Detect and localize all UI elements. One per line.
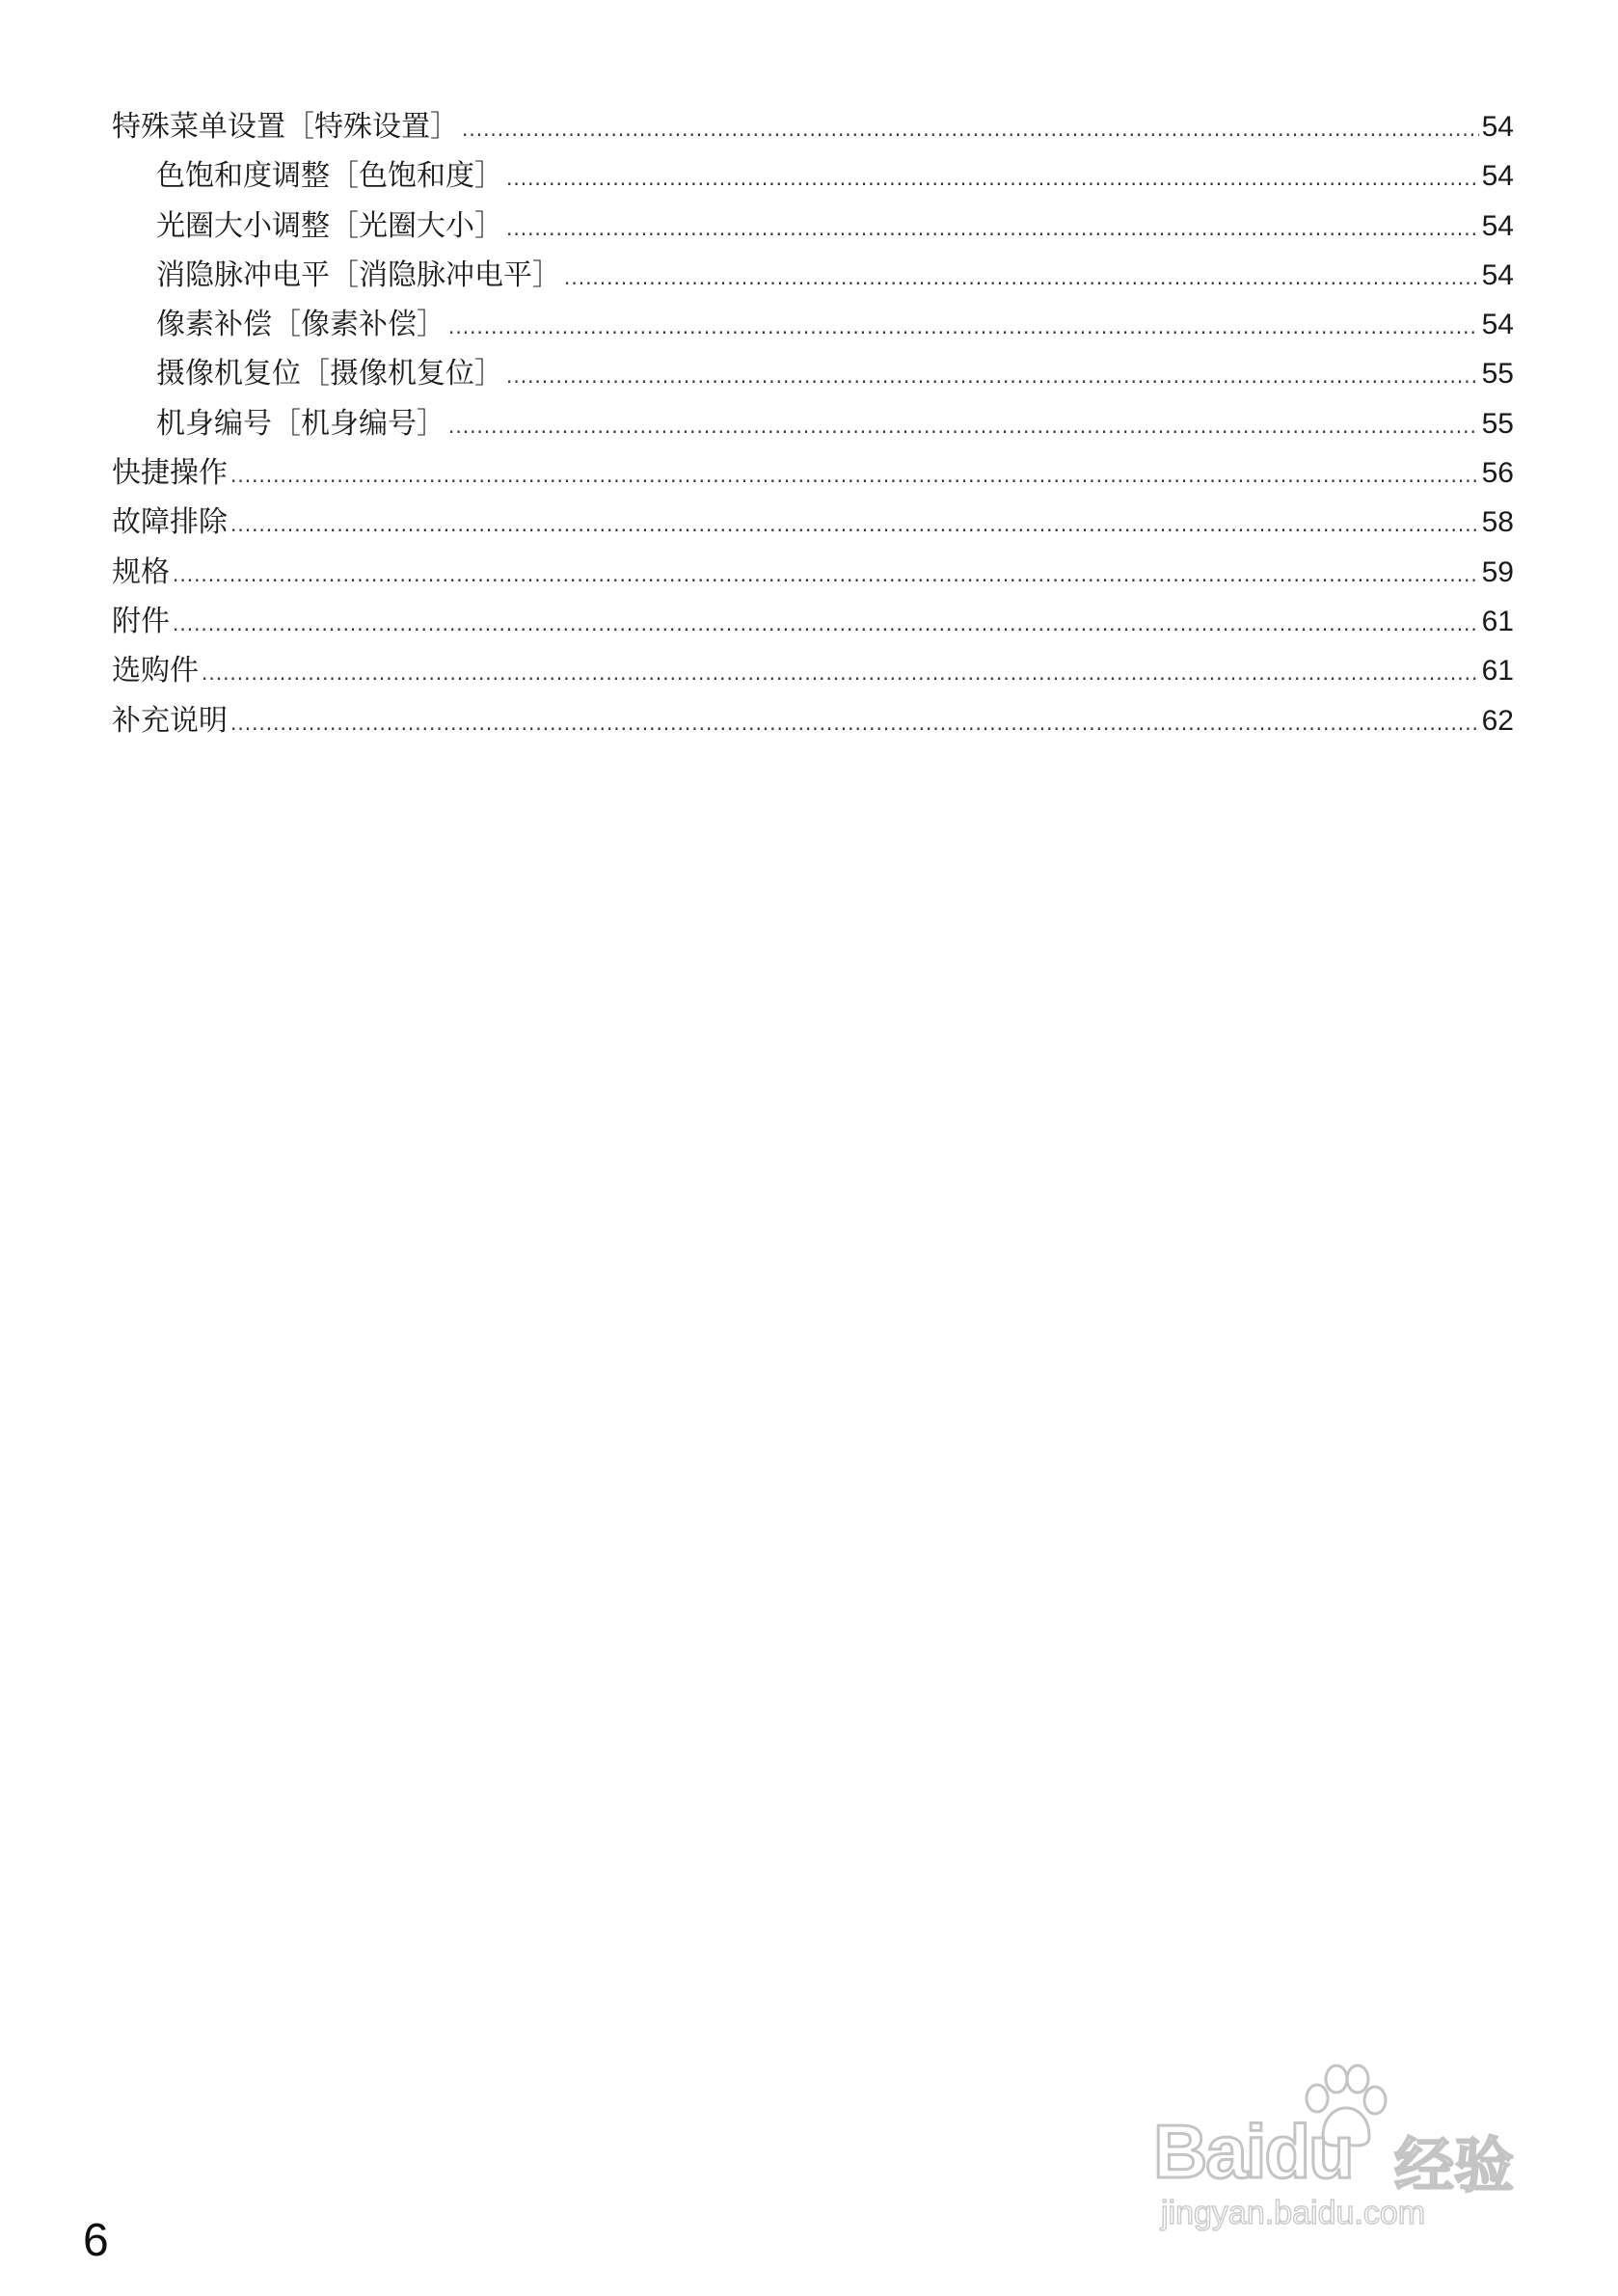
watermark — [1153, 2064, 1539, 2237]
toc-entry[interactable] — [112, 696, 1514, 745]
toc-entry-title: 色饱和度调整［色饱和度］ — [156, 159, 503, 194]
dot-leader — [173, 600, 1479, 649]
toc-entry-title: 光圈大小调整［光圈大小］ — [156, 208, 503, 243]
toc-entry-page: 54 — [1481, 111, 1514, 143]
toc-entry-page: 55 — [1481, 358, 1514, 391]
toc-entry-page: 55 — [1481, 407, 1514, 440]
toc-entry-title: 摄像机复位［摄像机复位］ — [156, 357, 503, 392]
toc-entry-title: 附件 — [112, 604, 170, 638]
toc-entry[interactable] — [112, 498, 1514, 547]
toc-entry-page: 54 — [1481, 160, 1514, 193]
toc-entry-title: 机身编号［机身编号］ — [156, 406, 445, 441]
toc-entry-page: 58 — [1481, 506, 1514, 539]
toc-entry-title: 消隐脉冲电平［消隐脉冲电平］ — [156, 257, 561, 292]
toc-subentry[interactable] — [112, 202, 1514, 251]
toc-entry[interactable] — [112, 597, 1514, 646]
watermark-brand: Baidu — [1153, 2109, 1353, 2194]
toc-entry-page: 61 — [1481, 605, 1514, 637]
toc-subentry[interactable] — [112, 349, 1514, 398]
toc-entry[interactable] — [112, 548, 1514, 597]
toc-subentry[interactable] — [112, 300, 1514, 349]
toc-entry-title: 像素补偿［像素补偿］ — [156, 308, 445, 342]
toc-entry[interactable] — [112, 102, 1514, 151]
toc-subentry[interactable] — [112, 251, 1514, 300]
toc-entry-title: 故障排除 — [112, 505, 228, 540]
toc-entry-title: 补充说明 — [112, 703, 228, 738]
dot-leader — [506, 352, 1479, 401]
toc-entry-page: 62 — [1481, 704, 1514, 737]
toc-entry[interactable] — [112, 646, 1514, 695]
toc-entry-title: 选购件 — [112, 654, 199, 689]
toc-entry-page: 54 — [1481, 258, 1514, 291]
dot-leader — [173, 551, 1479, 600]
toc-entry-title: 快捷操作 — [112, 456, 228, 491]
watermark-cn: 经验 — [1394, 2130, 1515, 2201]
dot-leader — [462, 105, 1479, 154]
dot-leader — [448, 402, 1479, 451]
dot-leader — [506, 204, 1479, 254]
page-number: 6 — [83, 2215, 109, 2266]
toc-entry-page: 61 — [1481, 655, 1514, 688]
toc-entry-page: 59 — [1481, 555, 1514, 588]
dot-leader — [564, 254, 1479, 303]
toc-entry-page: 54 — [1481, 309, 1514, 341]
toc-entry-title: 规格 — [112, 554, 170, 589]
toc-entry-title: 特殊菜单设置［特殊设置］ — [112, 110, 459, 144]
dot-leader — [230, 699, 1479, 748]
toc-subentry[interactable] — [112, 151, 1514, 201]
toc-entry-page: 54 — [1481, 209, 1514, 242]
table-of-contents — [112, 102, 1514, 745]
watermark-url: jingyan.baidu.com — [1161, 2195, 1426, 2231]
dot-leader — [230, 451, 1479, 500]
dot-leader — [448, 303, 1479, 352]
dot-leader — [230, 500, 1479, 550]
toc-entry-page: 56 — [1481, 457, 1514, 490]
toc-entry[interactable] — [112, 448, 1514, 498]
dot-leader — [506, 154, 1479, 203]
toc-subentry[interactable] — [112, 399, 1514, 448]
dot-leader — [202, 649, 1479, 698]
